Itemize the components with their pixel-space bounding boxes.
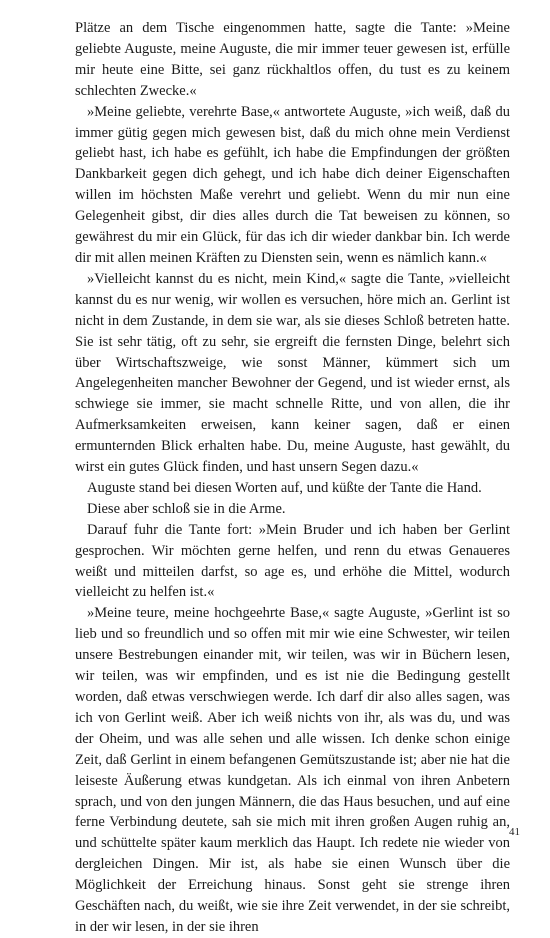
paragraph: »Meine teure, meine hochgeehrte Base,« sagte Auguste, »Gerlint ist so lieb und so freundlich und so offen mit mir wie eine Schwester, wir teilen unsere Bestrebungen einander mit, wir teilen, was wir in Büchern lesen, wir teilen, was wir empfinden, und es ist nie die Bedingung gestellt worden, daß etwas verschwiegen werde. Ich darf dir also alles sagen, was ich von Gerlint weiß. Aber ich weiß nichts von ihr, als was du, und was der Oheim, und was alle sehen und alle wissen. Ich denke schon einige Zeit, daß Gerlint in einem befangenen Gemütszustande ist; aber nie hat die leiseste Äußerung etwas kundgetan. Als ich einmal von ihren Anbetern sprach, und von den jungen Männern, die das Haus besuchen, und auf eine ferne Verbindung deutete, sah sie mich mit ihren großen Augen ruhig an, und schüttelte später kaum merklich das Haupt. Ich redete nie wieder von dergleichen Dingen. Mir ist, als habe sie einen Wunsch über die Möglichkeit der Erreichung hinaus. Sonst geht sie strenge ihren Geschäften nach, du weißt, wie sie ihre Zeit verwendet, in der sie schreibt, in der wir lesen, in der sie ihren xyxy=(75,605,510,935)
paragraph: Plätze an dem Tische eingenommen hatte, sagte die Tante: »Meine geliebte Auguste, meine Auguste, die mir immer teuer gewesen ist, erfülle mir heute eine Bitte, sei ganz rückhaltlos offen, du tust es zu keinem schlechten Zwecke.« xyxy=(75,20,510,99)
paragraph: »Vielleicht kannst du es nicht, mein Kind,« sagte die Tante, »vielleicht kannst du es nur wenig, wir wollen es versuchen, höre mich an. Gerlint ist nicht in dem Zustande, in dem sie war, als sie dieses Schloß betreten hatte. Sie ist sehr tätig, oft zu sehr, sie ergreift die fernsten Dinge, belehrt sich über Wirtschaftszweige, wie sonst Männer, kümmert sich um Angelegenheiten mancher Bewohner der Gegend, und ist wieder ernst, als schwiege sie immer, sie macht schnelle Ritte, und von allen, die ihr Aufmerksamkeiten erweisen, kann keiner sagen, daß er einen ermunternden Blick erhalten habe. Du, meine Auguste, hast gewählt, du wirst ein gutes Glück finden, und hast unsern Segen dazu.« xyxy=(75,270,510,476)
page-number: 41 xyxy=(509,826,520,838)
paragraph: Diese aber schloß sie in die Arme. xyxy=(87,500,286,517)
paragraph: Darauf fuhr die Tante fort: »Mein Bruder und ich haben ber Gerlint gesprochen. Wir möchten gerne helfen, und renn du etwas Genaueres weißt und mitteilen darfst, so age es, und erhöhe die Mittel, wodurch vielleicht zu helfen ist.« xyxy=(75,521,510,601)
paragraph: »Meine geliebte, verehrte Base,« antwortete Auguste, »ich weiß, daß du immer gütig gegen mich gewesen bist, daß du mich ohne mein Verdienst geliebt hast, ich habe es gefühlt, ich habe die Empfindungen der größten Dankbarkeit gegen dich gehegt, und ich habe dich deiner Eigenschaften willen im höchsten Maße verehrt und geliebt. Wenn du mir nun eine Gelegenheit gibst, dir dies alles durch die Tat beweisen zu können, so gewährest du mir ein Glück, für das ich dir wieder dankbar bin. Ich werde dir mit allen meinen Kräften zu Diensten sein, wenn es nämlich kann.« xyxy=(75,103,510,266)
paragraph: Auguste stand bei diesen Worten auf, und küßte der Tante die Hand. xyxy=(87,479,482,496)
body-text xyxy=(75,18,510,938)
